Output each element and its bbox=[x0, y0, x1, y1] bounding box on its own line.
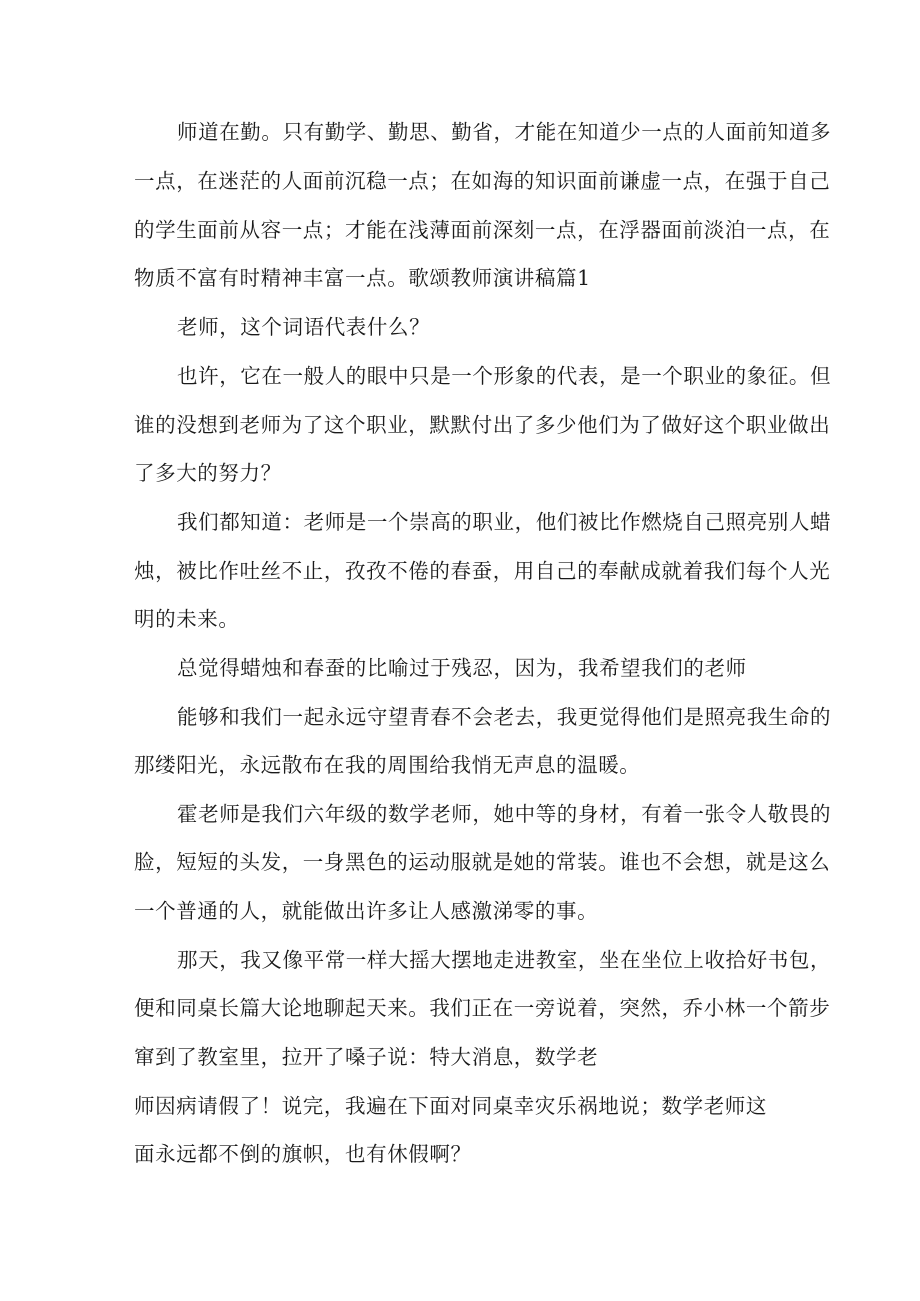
paragraph-line: 物质不富有时精神丰富一点。歌颂教师演讲稿篇1 bbox=[134, 266, 591, 290]
paragraph-line: 便和同桌长篇大论地聊起天来。我们正在一旁说着，突然，乔小林一个箭步 bbox=[134, 996, 831, 1020]
paragraph-line: 明的未来。 bbox=[134, 607, 240, 631]
paragraph-line: 能够和我们一起永远守望青春不会老去，我更觉得他们是照亮我生命的 bbox=[177, 705, 832, 729]
paragraph-line: 的学生面前从容一点；才能在浅薄面前深刻一点，在浮器面前淡泊一点，在 bbox=[134, 218, 831, 242]
paragraph-line: 总觉得蜡烛和春蚕的比喻过于残忍，因为，我希望我们的老师 bbox=[177, 656, 747, 680]
paragraph-line: 烛，被比作吐丝不止，孜孜不倦的春蚕，用自己的奉献成就着我们每个人光 bbox=[134, 559, 831, 583]
paragraph-line: 一点，在迷茫的人面前沉稳一点；在如海的知识面前谦虚一点，在强于自己 bbox=[134, 169, 831, 193]
paragraph-line: 那天，我又像平常一样大摇大摆地走进教室，坐在坐位上收拾好书包， bbox=[177, 948, 832, 972]
paragraph-line: 窜到了教室里，拉开了嗓子说：特大消息，数学老 bbox=[134, 1045, 599, 1069]
paragraph-line: 师因病请假了！说完，我遍在下面对同桌幸灾乐祸地说；数学老师这 bbox=[134, 1094, 767, 1118]
paragraph-line: 谁的没想到老师为了这个职业，默默付出了多少他们为了做好这个职业做出 bbox=[134, 413, 831, 437]
paragraph-line: 了多大的努力？ bbox=[134, 461, 282, 485]
paragraph-line: 面永远都不倒的旗帜，也有休假啊？ bbox=[134, 1142, 472, 1166]
paragraph-line: 一个普通的人，就能做出许多让人感激涕零的事。 bbox=[134, 899, 599, 923]
paragraph-line: 脸，短短的头发，一身黑色的运动服就是她的常装。谁也不会想，就是这么 bbox=[134, 850, 831, 874]
paragraph-line: 也许，它在一般人的眼中只是一个形象的代表，是一个职业的象征。但 bbox=[177, 364, 832, 388]
paragraph-line: 我们都知道：老师是一个崇高的职业，他们被比作燃烧自己照亮别人蜡 bbox=[177, 510, 832, 534]
paragraph-line: 霍老师是我们六年级的数学老师，她中等的身材，有着一张令人敬畏的 bbox=[177, 802, 832, 826]
paragraph-line: 那缕阳光，永远散布在我的周围给我悄无声息的温暖。 bbox=[134, 753, 641, 777]
paragraph-line: 老师，这个词语代表什么？ bbox=[177, 315, 431, 339]
paragraph-line: 师道在勤。只有勤学、勤思、勤省，才能在知道少一点的人面前知道多 bbox=[177, 120, 832, 144]
